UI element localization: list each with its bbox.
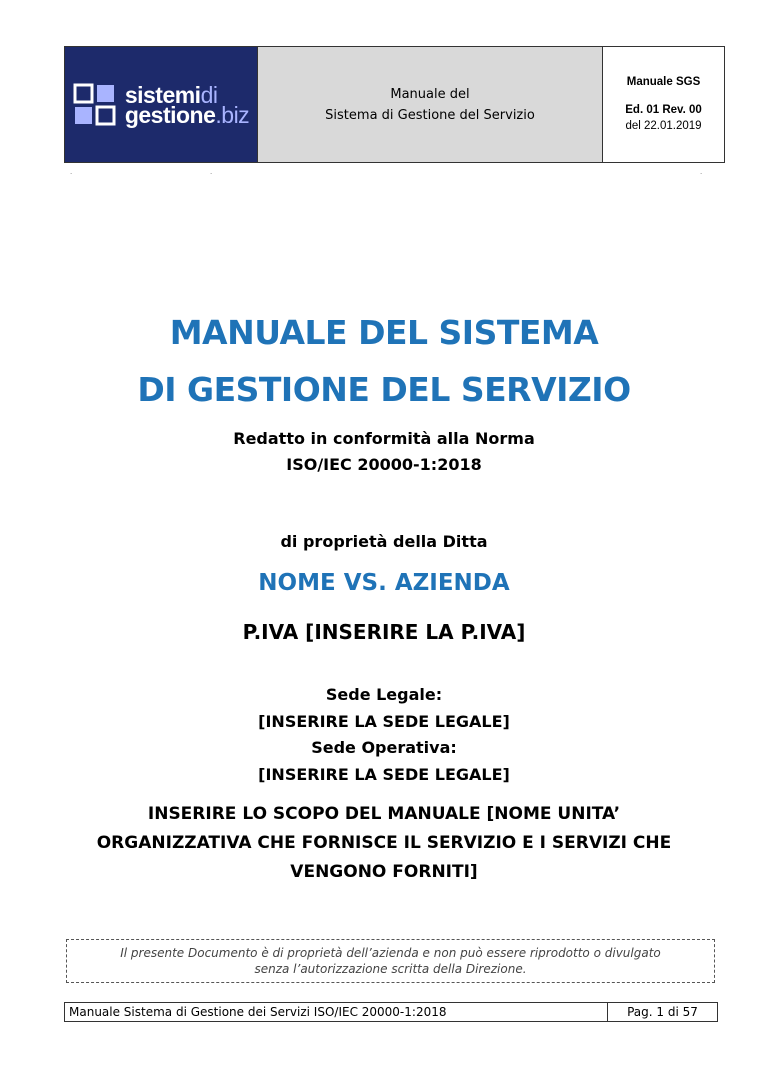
copyright-notice: Il presente Documento è di proprietà dell’azienda e non può essere riprodotto o divulgato senza l’autorizzazione scritta della Direzione. (66, 939, 715, 983)
header-reference (603, 47, 724, 162)
sede-legale-value: [INSERIRE LA SEDE LEGALE] (258, 711, 510, 731)
sede-legale-label: Sede Legale: (325, 685, 443, 704)
sede-operativa-label: Sede Operativa: (311, 738, 457, 757)
doc-code: Manuale SGS (626, 75, 701, 88)
addresses (0, 682, 768, 788)
header-title (257, 47, 603, 162)
page-number: Pag. 1 di 57 (627, 1005, 698, 1019)
cover-title: MANUALE DEL SISTEMA DI GESTIONE DEL SERVIZIO (137, 313, 631, 409)
company-name: NOME VS. AZIENDA (258, 570, 510, 596)
vat-number: P.IVA [INSERIRE LA P.IVA] (242, 620, 526, 644)
ownership-label: di proprietà della Ditta (280, 532, 488, 551)
norm-reference: Redatto in conformità alla Norma ISO/IEC 20000-1:2018 (233, 429, 535, 474)
manual-scope: INSERIRE LO SCOPO DEL MANUALE [NOME UNITA’ ORGANIZZATIVA CHE FORNISCE IL SERVIZIO E I SERVIZI CHE VENGONO FORNITI] (96, 804, 672, 882)
edition-date: del 22.01.2019 (625, 119, 702, 132)
logo (65, 47, 257, 162)
header-mark: . (70, 167, 73, 176)
header-mark: . (700, 167, 703, 176)
footer-doc-name: Manuale Sistema di Gestione dei Servizi ISO/IEC 20000-1:2018 (65, 1003, 608, 1021)
logo-wordmark: sistemidi gestione.biz (124, 81, 250, 128)
logo-squares-icon (73, 83, 117, 127)
document-footer (64, 1002, 718, 1022)
header-title-line2: Sistema di Gestione del Servizio (325, 107, 535, 123)
header-title-line1: Manuale del (390, 86, 470, 102)
header-mark: . (210, 167, 213, 176)
edition: Ed. 01 Rev. 00 (625, 103, 702, 116)
document-header (64, 46, 725, 163)
sede-operativa-value: [INSERIRE LA SEDE LEGALE] (258, 764, 510, 784)
